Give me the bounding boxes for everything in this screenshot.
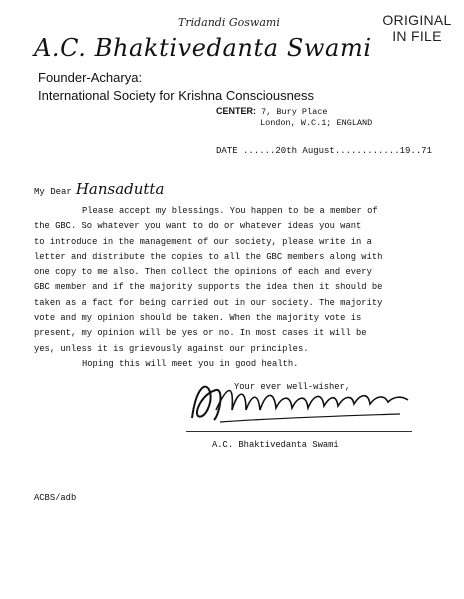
- body-line: Hoping this will meet you in good health.: [82, 358, 299, 369]
- signature-stroke-underline: [220, 414, 400, 422]
- body-line: present, my opinion will be yes or no. In most cases it will be: [34, 328, 367, 339]
- address-line-1: 7, Bury Place: [261, 107, 328, 117]
- signature-stroke-name: [216, 391, 408, 411]
- body-line: one copy to me also. Then collect the opinions of each and every: [34, 267, 372, 278]
- address-line-2: London, W.C.1; ENGLAND: [260, 118, 373, 128]
- letter-body: [34, 204, 444, 372]
- salutation: [34, 180, 164, 198]
- letterhead-sanskrit-name: Tridandi Goswami: [178, 16, 280, 29]
- letterhead-founder: Founder-Acharya:: [38, 70, 143, 85]
- body-line: GBC member and if the majority supports the idea then it should be: [34, 282, 383, 293]
- closing: Your ever well-wisher,: [234, 382, 351, 392]
- body-line: to introduce in the management of our society, please write in a: [34, 236, 372, 247]
- center-label: CENTER:: [216, 106, 256, 116]
- body-line: vote and my opinion should be taken. When the majority vote is: [34, 313, 362, 324]
- letterhead-address: [216, 106, 372, 129]
- address-row-1: [216, 106, 372, 118]
- recipient-handwritten: Hansadutta: [75, 180, 165, 198]
- typed-name: A.C. Bhaktivedanta Swami: [212, 440, 339, 450]
- letterhead-society: International Society for Krishna Consciousness: [38, 88, 315, 103]
- body-line: yes, unless it is grievously against our principles.: [34, 343, 309, 354]
- body-line: taken as a fact for being carried out in our society. The majority: [34, 297, 383, 308]
- reference-initials: ACBS/adb: [34, 493, 77, 503]
- original-in-file-stamp: [382, 12, 452, 44]
- body-line: letter and distribute the copies to all the GBC members along with: [34, 251, 383, 262]
- salutation-prefix: My Dear: [34, 187, 72, 197]
- stamp-line-1: ORIGINAL: [382, 12, 452, 28]
- body-line: Please accept my blessings. You happen to be a member of: [82, 206, 378, 216]
- body-line: the GBC. So whatever you want to do or whatever ideas you want: [34, 221, 362, 232]
- letterhead-name: A.C. Bhaktivedanta Swami: [34, 34, 372, 62]
- stamp-line-2: IN FILE: [392, 28, 442, 44]
- signature-stroke-initials: [192, 387, 220, 420]
- handwritten-signature: [186, 370, 416, 434]
- date-line: DATE ......20th August............19..71: [216, 146, 433, 156]
- signature-rule: [186, 431, 412, 432]
